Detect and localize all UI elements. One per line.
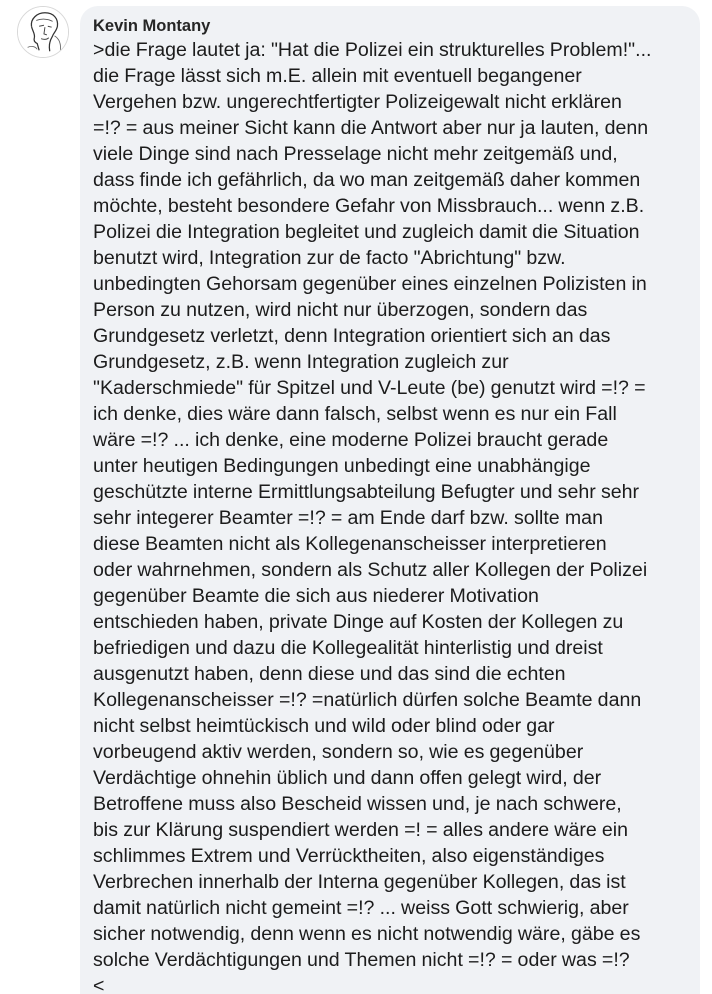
comment-text-line: bis zur Klärung suspendiert werden =! = alles andere wäre ein: [93, 819, 629, 841]
comment-text-line: Grundgesetz verletzt, denn Integration orientiert sich an das: [93, 325, 611, 347]
comment-text-line: "Kaderschmiede" für Spitzel und V-Leute (be) genutzt wird =!? =: [93, 377, 646, 399]
comment-text-line: entschieden haben, private Dinge auf Kosten der Kollegen zu: [93, 611, 624, 633]
comment-text-line: Verdächtige ohnehin üblich und dann offen gelegt wird, der: [93, 767, 602, 789]
comment-text-line: oder wahrnehmen, sondern als Schutz aller Kollegen der Polizei: [93, 559, 648, 581]
sketch-face-profile-icon: [18, 7, 68, 57]
comment-text-line: benutzt wird, Integration zur de facto "Abrichtung" bzw.: [93, 247, 566, 269]
comment-text-line: sehr integerer Beamter =!? = am Ende darf bzw. sollte man: [93, 507, 603, 529]
author-avatar[interactable]: [17, 6, 69, 58]
comment-text-line: wäre =!? ... ich denke, eine moderne Polizei braucht gerade: [93, 429, 609, 451]
comment-text-line: befriedigen und dazu die Kollegealität hinterlistig und dreist: [93, 637, 603, 659]
comment-text-line: schlimmes Extrem und Verrücktheiten, also eigenständiges: [93, 845, 605, 867]
comment-text-line: die Frage lässt sich m.E. allein mit eventuell begangener: [93, 65, 582, 87]
comment-text-line: geschützte interne Ermittlungsabteilung Befugter und sehr sehr: [93, 481, 640, 503]
comment-text: [93, 37, 688, 994]
comment-bubble: [80, 6, 700, 994]
comment-text-line: Person zu nutzen, wird nicht nur überzogen, sondern das: [93, 299, 588, 321]
comment-text-line: Betroffene muss also Bescheid wissen und, je nach schwere,: [93, 793, 622, 815]
comment-text-line: Polizei die Integration begleitet und zugleich damit die Situation: [93, 221, 640, 243]
comment-text-line: vorbeugend aktiv werden, sondern so, wie es gegenüber: [93, 741, 584, 763]
comment-text-line: dass finde ich gefährlich, da wo man zeitgemäß daher kommen: [93, 169, 641, 191]
comment-text-line: Verbrechen innerhalb der Interna gegenüber Kollegen, das ist: [93, 871, 626, 893]
comment-text-line: sicher notwendig, denn wenn es nicht notwendig wäre, gäbe es: [93, 923, 641, 945]
comment-text-line: <: [93, 975, 105, 994]
comment-text-line: ausgenutzt haben, denn diese und das sind die echten: [93, 663, 566, 685]
comment-text-line: unbedingten Gehorsam gegenüber eines einzelnen Polizisten in: [93, 273, 647, 295]
comment-text-line: gegenüber Beamte die sich aus niederer Motivation: [93, 585, 539, 607]
comment-text-line: ich denke, dies wäre dann falsch, selbst wenn es nur ein Fall: [93, 403, 617, 425]
comment-text-line: damit natürlich nicht gemeint =!? ... weiss Gott schwierig, aber: [93, 897, 629, 919]
comment-author[interactable]: Kevin Montany: [93, 17, 211, 35]
comment-text-line: Vergehen bzw. ungerechtfertigter Polizeigewalt nicht erklären: [93, 91, 622, 113]
comment-text-line: Grundgesetz, z.B. wenn Integration zugleich zur: [93, 351, 509, 373]
comment-text-line: viele Dinge sind nach Presselage nicht mehr zeitgemäß und,: [93, 143, 618, 165]
comment-text-line: nicht selbst heimtückisch und wild oder blind oder gar: [93, 715, 555, 737]
comment-text-line: solche Verdächtigungen und Themen nicht =!? = oder was =!?: [93, 949, 630, 971]
comment-text-line: unter heutigen Bedingungen unbedingt eine unabhängige: [93, 455, 591, 477]
comment-text-line: =!? = aus meiner Sicht kann die Antwort aber nur ja lauten, denn: [93, 117, 649, 139]
comment-text-line: möchte, besteht besondere Gefahr von Missbrauch... wenn z.B.: [93, 195, 645, 217]
comment-text-line: >die Frage lautet ja: "Hat die Polizei ein strukturelles Problem!"...: [93, 39, 652, 61]
comment-text-line: diese Beamten nicht als Kollegenanscheisser interpretieren: [93, 533, 607, 555]
comment-text-line: Kollegenanscheisser =!? =natürlich dürfen solche Beamte dann: [93, 689, 642, 711]
